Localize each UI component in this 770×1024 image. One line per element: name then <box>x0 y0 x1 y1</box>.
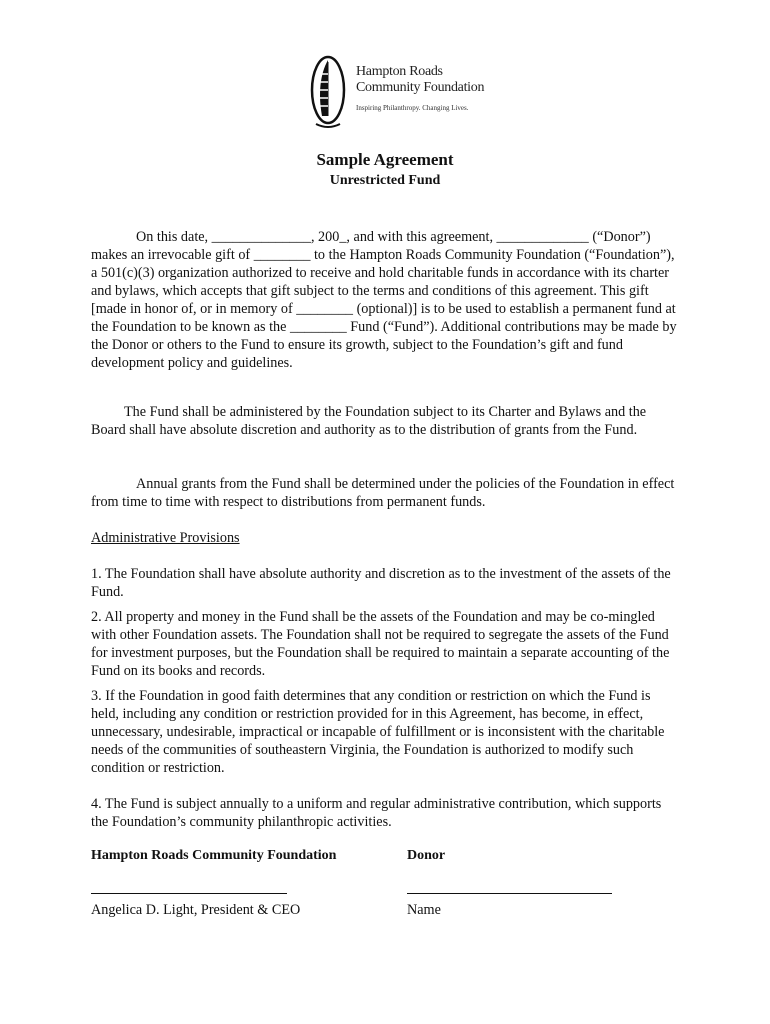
paragraph-administration <box>91 403 681 439</box>
foundation-logo <box>308 54 488 130</box>
provision-text: 3. If the Foundation in good faith determines that any condition or restriction on which the Fund is held, including any condition or restriction provided for in this Agreement, has become, in effect, unnecessary, undesirable, impractical or incapable of fulfillment or is inconsistent with the charitable needs of the communities of southeastern Virginia, the Foundation is authorized to modify such condition or restriction. <box>91 688 665 776</box>
signature-line-foundation <box>91 893 287 894</box>
paragraph-text: The Fund shall be administered by the Foundation subject to its Charter and Bylaws and the Board shall have absolute discretion and authority as to the distribution of grants from the Fund. <box>91 404 647 438</box>
signature-label-donor: Donor <box>407 848 446 863</box>
sail-logo-icon <box>308 54 354 130</box>
provision-item <box>91 608 681 680</box>
signatory-name-foundation: Angelica D. Light, President & CEO <box>91 902 301 918</box>
paragraph-text: On this date, ______________, 200_, and with this agreement, _____________ (“Donor”) makes an irrevocable gift of ________ to the Hampton Roads Community Foundation (“Foundation”), a 501(c)(3) organization authorized to receive and hold charitable funds in accordance with its charter and bylaws, which accepts that gift subject to the terms and conditions of this agreement. This gift [made in honor of, or in memory of ________ (optional)] is to be used to establish a permanent fund at the Foundation to be known as the ________ Fund (“Fund”). Additional contributions may be made by the Donor or others to the Fund to ensure its growth, subject to the Foundation’s gift and fund development policy and guidelines. <box>91 229 677 371</box>
paragraph-text: Annual grants from the Fund shall be determined under the policies of the Foundation in effect from time to time with respect to distributions from permanent funds. <box>91 476 675 510</box>
paragraph-annual-grants <box>91 475 681 511</box>
signature-line-donor <box>407 893 612 894</box>
provision-text: 1. The Foundation shall have absolute authority and discretion as to the investment of the assets of the Fund. <box>91 566 671 600</box>
provision-item <box>91 565 681 601</box>
section-heading: Administrative Provisions <box>91 530 240 546</box>
provision-text: 2. All property and money in the Fund shall be the assets of the Foundation and may be co-mingled with other Foundation assets. The Foundation shall not be required to segregate the assets of the Fund for investment purposes, but the Foundation shall be required to maintain a separate accounting of the Fund on its books and records. <box>91 609 670 679</box>
provision-text: 4. The Fund is subject annually to a uniform and regular administrative contribution, which supports the Foundation’s community philanthropic activities. <box>91 796 662 830</box>
logo-name-line2: Community Foundation <box>356 80 485 95</box>
provision-item <box>91 687 681 777</box>
logo-tagline: Inspiring Philanthropy. Changing Lives. <box>356 104 469 112</box>
provision-item <box>91 795 681 831</box>
document-subtitle: Unrestricted Fund <box>329 173 441 188</box>
signature-label-foundation: Hampton Roads Community Foundation <box>91 848 337 863</box>
logo-name-line1: Hampton Roads <box>356 64 443 79</box>
paragraph-gift-terms <box>91 228 681 372</box>
logo-wordmark <box>356 64 484 96</box>
signatory-name-donor: Name <box>407 902 441 918</box>
document-title: Sample Agreement <box>316 150 454 169</box>
